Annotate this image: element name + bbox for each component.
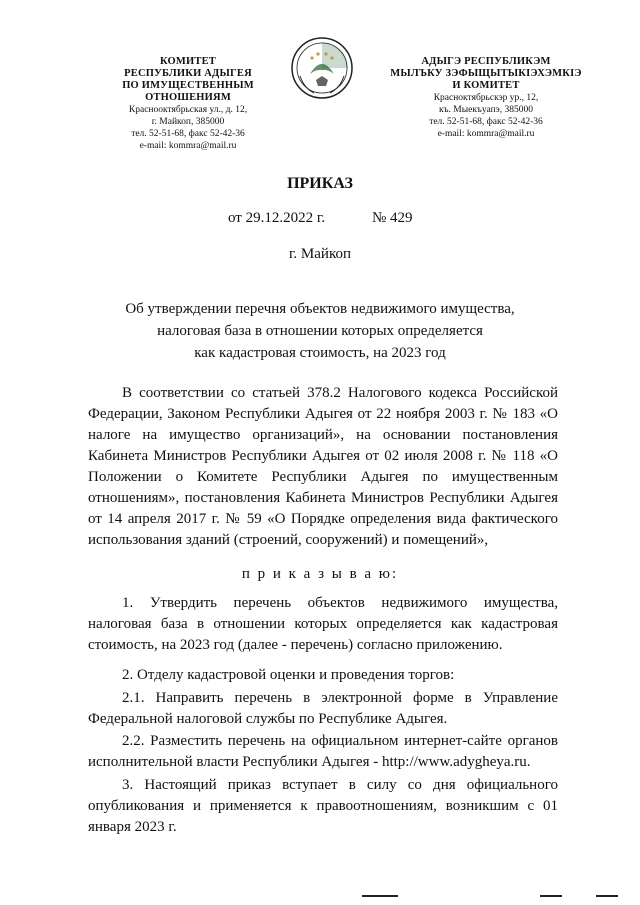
- org-email: e-mail: kommra@mail.ru: [139, 141, 237, 151]
- subject-line: Об утверждении перечня объектов недвижимого имущества,: [125, 301, 515, 317]
- org-email-adyghe: e-mail: kommra@mail.ru: [437, 129, 535, 139]
- org-name-line1: КОМИТЕТ: [159, 56, 216, 67]
- org-city-adyghe: къ. Мыекъуапэ, 385000: [439, 105, 533, 115]
- document-city: г. Майкоп: [288, 246, 352, 262]
- order-item-2: 2. Отделу кадастровой оценки и проведения торгов:: [122, 667, 455, 683]
- org-name-adyghe-line2: МЫЛЪКУ ЗЭФЫЩЫТЫКIЭХЭМКIЭ: [390, 68, 582, 79]
- org-address-adyghe: Красноктябрьскэр ур., 12,: [433, 93, 539, 103]
- org-name-line3: ПО ИМУЩЕСТВЕННЫМ ОТНОШЕНИЯМ: [122, 80, 254, 103]
- org-name-adyghe-line3: И КОМИТЕТ: [452, 80, 520, 91]
- scan-artifact-line: [596, 895, 618, 897]
- document-title: ПРИКАЗ: [287, 175, 353, 192]
- org-name-adyghe-line1: АДЫГЭ РЕСПУБЛИКЭМ: [421, 56, 551, 67]
- preamble-paragraph: В соответствии со статьей 378.2 Налогового кодекса Российской Федерации, Законом Республики Адыгея от 22 ноября 2003 г. № 183 «О налоге на имущество организаций», на основании постановления Кабинета Министров Республики Адыгея от 02 июля 2008 г. № 118 «О Положении о Комитете Республики Адыгея по имущественным отношениям», постановления Кабинета Министров Республики Адыгея от 14 апреля 2017 г. № 59 «О Порядке определения вида фактического использования зданий (строений, сооружений) и помещений»,: [88, 385, 558, 548]
- org-name-line2: РЕСПУБЛИКИ АДЫГЕЯ: [124, 68, 252, 79]
- coat-of-arms-emblem-icon: [290, 36, 354, 100]
- order-item-3: 3. Настоящий приказ вступает в силу со дня официального опубликования и применяется к правоотношениям, возникшим с 01 января 2023 г.: [88, 777, 558, 835]
- order-item-2-1: 2.1. Направить перечень в электронной форме в Управление Федеральной налоговой службы по Республике Адыгея.: [88, 690, 558, 727]
- document-subject: [110, 298, 530, 364]
- order-item-1: 1. Утвердить перечень объектов недвижимого имущества, налоговая база в отношении которых определяется как кадастровая стоимость, на 2023 год (далее - перечень) согласно приложению.: [88, 595, 558, 653]
- header-right-block: [388, 56, 584, 140]
- header-left-block: [78, 56, 298, 152]
- org-phone-adyghe: тел. 52-51-68, факс 52-42-36: [429, 117, 543, 127]
- order-item-2-2: 2.2. Разместить перечень на официальном интернет-сайте органов исполнительной власти Республики Адыгея - http://www.adygheya.ru.: [88, 733, 558, 770]
- org-phone: тел. 52-51-68, факс 52-42-36: [131, 129, 245, 139]
- document-date: от 29.12.2022 г.: [228, 210, 326, 226]
- org-address: Краснооктябрьская ул., д. 12,: [128, 105, 248, 115]
- document-number: № 429: [372, 210, 413, 226]
- order-word: п р и к а з ы в а ю:: [241, 566, 399, 582]
- subject-line: налоговая база в отношении которых определяется: [157, 323, 483, 339]
- scan-artifact-line: [362, 895, 398, 897]
- subject-line: как кадастровая стоимость, на 2023 год: [194, 345, 446, 361]
- org-city: г. Майкоп, 385000: [151, 117, 225, 127]
- scan-artifact-line: [540, 895, 562, 897]
